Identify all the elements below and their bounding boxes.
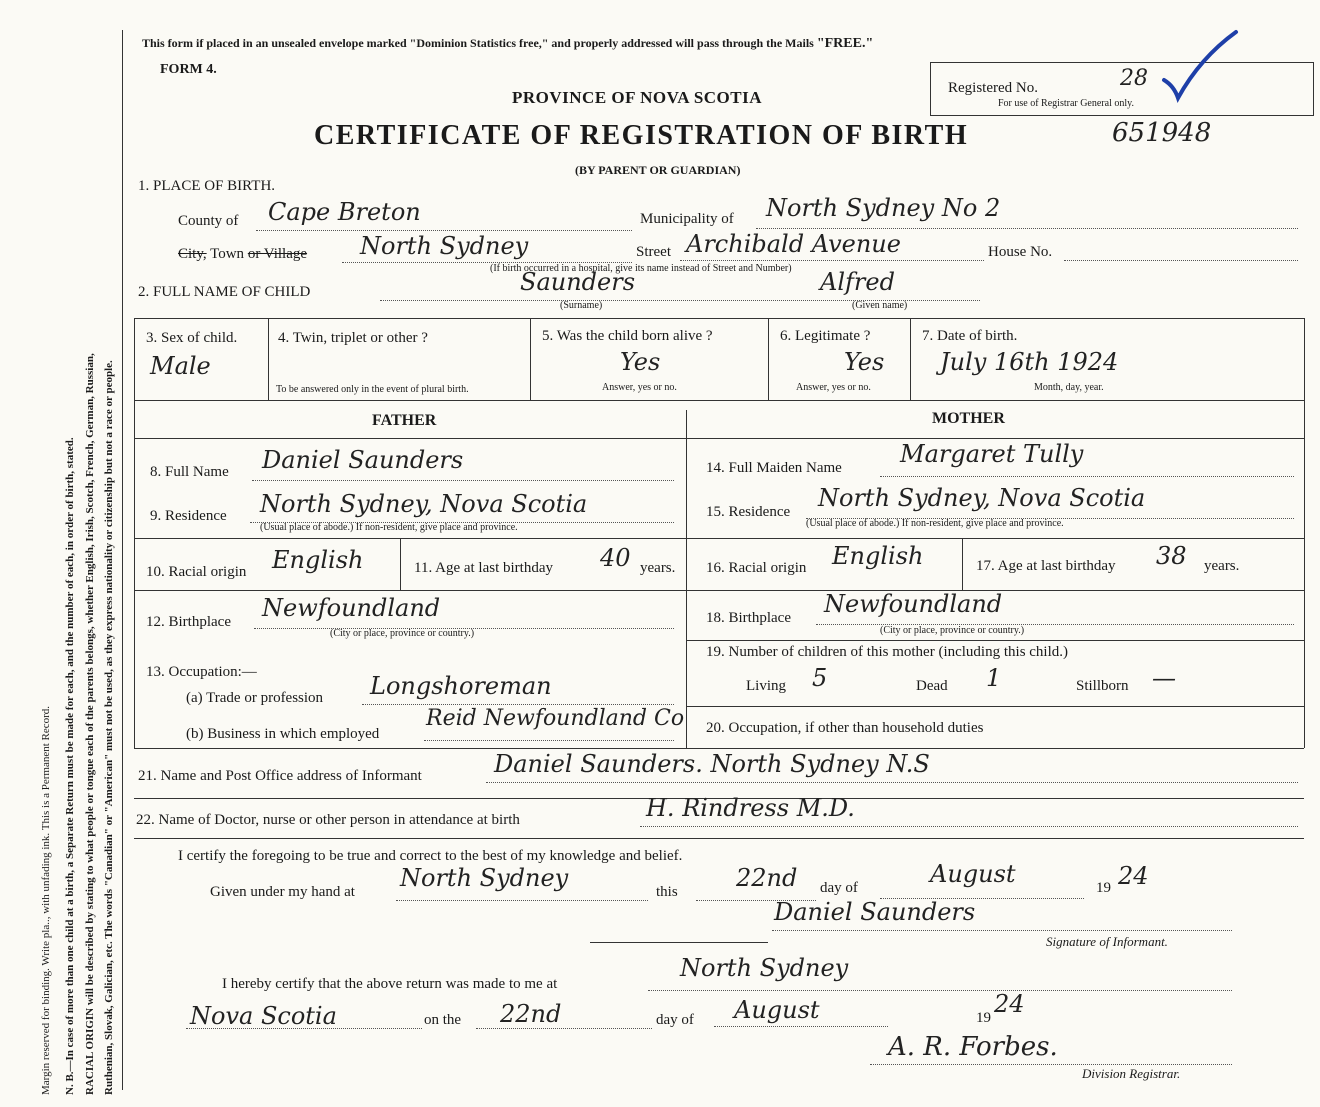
given-day-of: day of xyxy=(820,880,858,896)
business-label: (b) Business in which employed xyxy=(186,726,380,742)
twin-note: To be answered only in the event of plural birth. xyxy=(276,384,469,395)
municipality-value: North Sydney No 2 xyxy=(766,194,1001,222)
given-note: (Given name) xyxy=(852,300,908,311)
stillborn-value: — xyxy=(1152,664,1176,692)
alive-value: Yes xyxy=(620,348,661,376)
stillborn-label: Stillborn xyxy=(1076,678,1129,694)
mother-bp-note: (City or place, province or country.) xyxy=(880,625,1025,636)
legit-value: Yes xyxy=(844,348,885,376)
given-year: 24 xyxy=(1118,862,1149,890)
county-label: County of xyxy=(178,213,239,229)
registrar-place: North Sydney xyxy=(680,954,849,982)
given-year-prefix: 19 xyxy=(1096,880,1111,896)
province-title: PROVINCE OF NOVA SCOTIA xyxy=(512,88,763,107)
form-number: FORM 4. xyxy=(160,62,217,77)
trade-label: (a) Trade or profession xyxy=(186,690,324,706)
father-res-value: North Sydney, Nova Scotia xyxy=(260,490,588,518)
margin-note-3: RACIAL ORIGIN will be described by stating to what people or tongue each of the parents belongs, whether English, Irish, Scotch, French, German, Russian, xyxy=(84,353,96,1095)
doctor-value: H. Rindress M.D. xyxy=(646,794,855,822)
mother-name-label: 14. Full Maiden Name xyxy=(706,460,842,476)
registrar-signature: A. R. Forbes. xyxy=(888,1032,1058,1062)
legit-label: 6. Legitimate ? xyxy=(780,328,871,344)
child-given: Alfred xyxy=(820,268,895,296)
father-name-value: Daniel Saunders xyxy=(262,446,464,474)
mail-notice-free: "FREE." xyxy=(816,36,874,51)
mother-race-label: 16. Racial origin xyxy=(706,560,807,576)
registered-value: 28 xyxy=(1120,66,1148,91)
mother-name-value: Margaret Tully xyxy=(900,440,1084,468)
check-mark-icon xyxy=(1160,28,1240,108)
registrar-day: 22nd xyxy=(500,1000,562,1028)
mother-bp-value: Newfoundland xyxy=(824,590,1003,618)
on-the-label: on the xyxy=(424,1012,462,1028)
registrar-cert-text: I hereby certify that the above return was made to me at xyxy=(222,976,558,992)
father-bp-note: (City or place, province or country.) xyxy=(330,628,475,639)
this-label: this xyxy=(656,884,678,900)
dob-value: July 16th 1924 xyxy=(940,348,1119,376)
dob-note: Month, day, year. xyxy=(1034,382,1104,393)
informant-label: 21. Name and Post Office address of Informant xyxy=(138,768,422,784)
street-value: Archibald Avenue xyxy=(686,230,901,258)
mother-res-note: (Usual place of abode.) If non-resident, give place and province. xyxy=(806,518,1064,529)
twin-label: 4. Twin, triplet or other ? xyxy=(278,330,428,346)
registrar-month: August xyxy=(734,996,820,1024)
father-bp-value: Newfoundland xyxy=(262,594,441,622)
given-day: 22nd xyxy=(736,864,798,892)
stamp-number: 651948 xyxy=(1112,118,1212,148)
mail-notice xyxy=(142,36,873,52)
mother-bp-label: 18. Birthplace xyxy=(706,610,791,626)
town-value: North Sydney xyxy=(360,232,529,260)
registered-label: Registered No. xyxy=(948,80,1038,96)
living-value: 5 xyxy=(812,664,828,692)
father-name-label: 8. Full Name xyxy=(150,464,229,480)
registrar-year: 24 xyxy=(994,990,1025,1018)
trade-value: Longshoreman xyxy=(370,672,552,700)
surname-note: (Surname) xyxy=(560,300,603,311)
mother-occ-label: 20. Occupation, if other than household duties xyxy=(706,720,984,736)
mother-age-value: 38 xyxy=(1156,542,1187,570)
given-place: North Sydney xyxy=(400,864,569,892)
father-res-label: 9. Residence xyxy=(150,508,227,524)
page-title: CERTIFICATE OF REGISTRATION OF BIRTH xyxy=(314,120,969,151)
living-label: Living xyxy=(746,678,786,694)
registrar-use-note: For use of Registrar General only. xyxy=(998,98,1134,109)
page-subtitle: (BY PARENT OR GUARDIAN) xyxy=(575,163,741,177)
father-res-note: (Usual place of abode.) If non-resident, give place and province. xyxy=(260,522,518,533)
binding-rule xyxy=(122,30,123,1090)
dead-label: Dead xyxy=(916,678,948,694)
mother-age-label: 17. Age at last birthday xyxy=(976,558,1116,574)
street-label: Street xyxy=(636,244,671,260)
sex-label: 3. Sex of child. xyxy=(146,330,238,346)
doctor-label: 22. Name of Doctor, nurse or other person in attendance at birth xyxy=(136,812,520,828)
registrar-year-prefix: 19 xyxy=(976,1010,991,1026)
house-label: House No. xyxy=(988,244,1053,260)
place-heading: 1. PLACE OF BIRTH. xyxy=(138,178,276,194)
signature-label: Signature of Informant. xyxy=(1046,934,1168,949)
father-age-label: 11. Age at last birthday xyxy=(414,560,553,576)
alive-label: 5. Was the child born alive ? xyxy=(542,328,713,344)
father-race-label: 10. Racial origin xyxy=(146,564,247,580)
registrar-province: Nova Scotia xyxy=(190,1002,337,1030)
sex-value: Male xyxy=(150,352,211,380)
margin-note-1: Margin reserved for binding. Write pla.., with unfading ink. This is a Permanent Record. xyxy=(40,705,52,1095)
father-race-value: English xyxy=(272,546,364,574)
informant-signature: Daniel Saunders xyxy=(774,898,976,926)
father-age-years: years. xyxy=(640,560,676,576)
child-name-label: 2. FULL NAME OF CHILD xyxy=(138,284,311,300)
mother-age-years: years. xyxy=(1204,558,1240,574)
dob-label: 7. Date of birth. xyxy=(922,328,1018,344)
father-bp-label: 12. Birthplace xyxy=(146,614,231,630)
municipality-label: Municipality of xyxy=(640,211,734,227)
mother-res-value: North Sydney, Nova Scotia xyxy=(818,484,1146,512)
dead-value: 1 xyxy=(986,664,1002,692)
informant-value: Daniel Saunders. North Sydney N.S xyxy=(494,750,930,778)
certify-text: I certify the foregoing to be true and correct to the best of my knowledge and belief. xyxy=(178,848,683,864)
given-month: August xyxy=(930,860,1016,888)
legit-note: Answer, yes or no. xyxy=(796,382,871,393)
children-label: 19. Number of children of this mother (including this child.) xyxy=(706,644,1069,660)
mother-res-label: 15. Residence xyxy=(706,504,791,520)
registrar-day-of: day of xyxy=(656,1012,694,1028)
town-label: City, Town or Village xyxy=(178,246,308,262)
mail-notice-text: This form if placed in an unsealed envelope marked "Dominion Statistics free," and properly addressed will pass through the Mails xyxy=(142,36,814,50)
given-label: Given under my hand at xyxy=(210,884,355,900)
father-age-value: 40 xyxy=(600,544,631,572)
mother-heading: MOTHER xyxy=(932,410,1005,427)
father-occ-label: 13. Occupation:— xyxy=(146,664,257,680)
mother-race-value: English xyxy=(832,542,924,570)
registrar-label: Division Registrar. xyxy=(1082,1066,1181,1081)
alive-note: Answer, yes or no. xyxy=(602,382,677,393)
child-surname: Saunders xyxy=(520,268,636,296)
father-heading: FATHER xyxy=(372,412,437,429)
business-value: Reid Newfoundland Co xyxy=(426,706,685,731)
margin-note-2: N. B.—In case of more than one child at a birth, a Separate Return must be made for each, and the number of each, in order of birth, stated. xyxy=(64,437,76,1095)
hospital-note: (If birth occurred in a hospital, give its name instead of Street and Number) xyxy=(490,263,792,274)
county-value: Cape Breton xyxy=(268,198,421,226)
margin-note-4: Ruthenian, Slovak, Galician, etc. The words "Canadian" or "American" must not be used, as they express nationality or citizenship but not a race or people. xyxy=(103,360,115,1095)
